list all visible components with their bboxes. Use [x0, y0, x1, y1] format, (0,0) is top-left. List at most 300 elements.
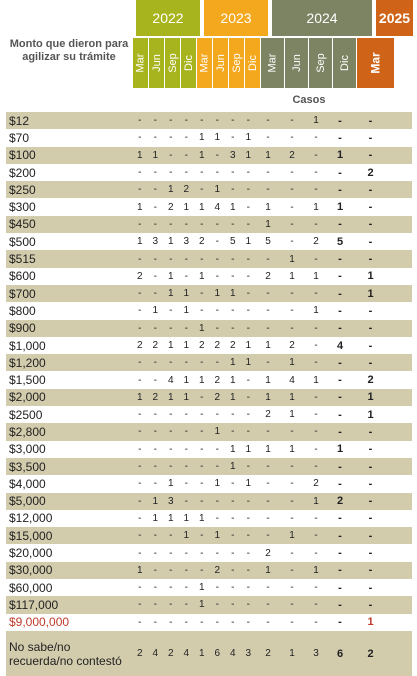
table-cell: 1: [183, 391, 190, 403]
table-cell: -: [138, 374, 142, 386]
table-cell: -: [314, 582, 318, 594]
table-cell: -: [138, 530, 142, 542]
table-cell: 1: [245, 149, 252, 161]
table-cell: -: [153, 184, 157, 196]
table-cell: 1: [198, 582, 205, 594]
table-cell: 2: [198, 236, 205, 248]
table-cell: -: [215, 357, 219, 369]
table-cell: -: [314, 512, 318, 524]
table-cell: -: [231, 270, 235, 282]
table-cell: -: [153, 409, 157, 421]
table-cell: 1: [198, 132, 205, 144]
table-cell: -: [169, 599, 173, 611]
table-cell: -: [246, 512, 250, 524]
table-cell: -: [138, 478, 142, 490]
table-cell: 2: [229, 340, 236, 351]
table-row: [6, 198, 412, 215]
table-cell: -: [138, 547, 142, 559]
table-cell: -: [153, 270, 157, 282]
table-cell: 3: [152, 236, 159, 248]
table-cell: 1: [136, 391, 143, 403]
table-cell: -: [368, 339, 373, 352]
table-cell: -: [246, 461, 250, 473]
table-cell: 2: [136, 270, 143, 282]
table-cell: -: [266, 582, 270, 594]
table-cell: -: [290, 599, 294, 611]
table-cell: -: [314, 616, 318, 628]
table-cell: -: [368, 581, 373, 594]
table-cell: -: [314, 322, 318, 334]
table-cell: -: [368, 512, 373, 525]
table-cell: -: [266, 132, 270, 144]
table-cell: -: [290, 322, 294, 334]
row-label: $12: [9, 113, 30, 128]
table-cell: 1: [214, 530, 221, 542]
table-cell: -: [246, 409, 250, 421]
table-cell: -: [153, 374, 157, 386]
table-cell: -: [169, 443, 173, 455]
table-cell: 1: [265, 564, 271, 576]
table-row: [6, 406, 412, 423]
table-cell: -: [368, 477, 373, 490]
row-label: $1,000: [9, 338, 46, 353]
table-cell: 1: [229, 288, 236, 300]
month-header-2025-mar: Mar: [357, 38, 394, 88]
table-cell: -: [184, 582, 188, 594]
table-cell: 4: [152, 648, 159, 660]
table-cell: -: [215, 270, 219, 282]
table-cell: 1: [167, 236, 174, 248]
table-row: [6, 112, 412, 129]
table-cell: -: [290, 426, 294, 438]
table-cell: 1: [183, 201, 190, 213]
table-cell: -: [368, 201, 373, 214]
table-cell: -: [138, 132, 142, 144]
table-row: [6, 458, 412, 475]
table-cell: 3: [313, 648, 319, 660]
table-cell: -: [246, 322, 250, 334]
table-cell: -: [246, 115, 250, 127]
table-row: [6, 562, 412, 579]
table-row: [6, 544, 412, 561]
table-cell: -: [184, 547, 188, 559]
table-cell: -: [314, 530, 318, 542]
table-cell: -: [246, 426, 250, 438]
table-cell: -: [368, 460, 373, 473]
table-cell: 1: [136, 201, 143, 213]
table-cell: -: [231, 547, 235, 559]
table-cell: 1: [152, 495, 159, 507]
table-cell: -: [338, 529, 342, 542]
month-header-row: [6, 38, 412, 88]
table-cell: -: [246, 253, 250, 265]
table-cell: 1: [136, 236, 143, 248]
table-cell: -: [246, 547, 250, 559]
table-cell: 1: [198, 512, 205, 524]
table-row: [6, 337, 412, 354]
header-spacer: [6, 0, 132, 36]
table-row: [6, 164, 412, 181]
table-cell: -: [290, 201, 294, 213]
row-label: $9,000,000: [9, 615, 70, 630]
table-cell: 1: [265, 201, 271, 213]
table-cell: -: [246, 201, 250, 213]
table-cell: -: [338, 131, 342, 144]
table-cell: -: [231, 253, 235, 265]
table-cell: 4: [229, 648, 236, 660]
table-row: [6, 181, 412, 198]
table-cell: -: [338, 391, 342, 404]
table-cell: -: [338, 616, 342, 629]
table-cell: -: [368, 114, 373, 127]
table-cell: 1: [336, 201, 344, 214]
table-cell: 1: [198, 648, 205, 660]
table-cell: -: [231, 409, 235, 421]
row-label: $2500: [9, 407, 43, 422]
table-cell: 1: [198, 374, 205, 386]
table-cell: 1: [183, 374, 190, 386]
table-cell: -: [314, 184, 318, 196]
table-cell: 2: [214, 340, 221, 351]
table-cell: 1: [136, 149, 143, 161]
table-cell: -: [138, 461, 142, 473]
month-header-2022-dic: Dic: [181, 38, 196, 88]
table-cell: -: [266, 305, 270, 317]
table-body: [6, 112, 412, 676]
month-header-2023-mar: Mar: [197, 38, 212, 88]
table-cell: -: [314, 149, 318, 161]
table-cell: -: [153, 599, 157, 611]
table-cell: -: [153, 357, 157, 369]
table-cell: -: [368, 304, 373, 317]
table-cell: -: [246, 167, 250, 179]
year-header-row: [6, 0, 412, 36]
month-header-2024-mar: Mar: [261, 38, 284, 88]
year-2023-header: 2023: [204, 0, 268, 36]
table-cell: -: [200, 305, 204, 317]
table-cell: -: [368, 218, 373, 231]
table-row: [6, 216, 412, 233]
table-cell: -: [314, 132, 318, 144]
table-cell: 1: [167, 288, 174, 300]
table-cell: 1: [167, 478, 174, 490]
table-cell: 1: [229, 391, 236, 403]
table-cell: -: [231, 564, 235, 576]
table-cell: -: [200, 495, 204, 507]
table-cell: -: [184, 357, 188, 369]
table-cell: -: [314, 426, 318, 438]
row-label: $12,000: [9, 511, 53, 526]
table-cell: -: [200, 409, 204, 421]
table-cell: 2: [313, 236, 319, 248]
table-cell: -: [138, 409, 142, 421]
table-cell: 1: [289, 530, 295, 542]
table-cell: 2: [152, 391, 159, 403]
bribe-amount-table: [6, 0, 412, 676]
table-cell: -: [231, 530, 235, 542]
table-cell: -: [153, 426, 157, 438]
table-cell: -: [184, 253, 188, 265]
table-title: Monto que dieron para agilizar su trámite: [9, 38, 129, 63]
table-cell: 1: [183, 530, 190, 542]
row-label: $500: [9, 234, 36, 249]
table-cell: 2: [265, 648, 271, 660]
table-cell: -: [169, 547, 173, 559]
table-cell: -: [138, 443, 142, 455]
table-cell: -: [215, 461, 219, 473]
month-header-2023-dic: Dic: [245, 38, 260, 88]
table-cell: 1: [367, 270, 374, 283]
table-cell: 1: [229, 374, 236, 386]
table-cell: -: [231, 495, 235, 507]
table-cell: 1: [198, 599, 205, 611]
table-cell: -: [368, 547, 373, 560]
table-cell: -: [314, 357, 318, 369]
table-row: [6, 510, 412, 527]
table-cell: -: [169, 132, 173, 144]
table-cell: -: [215, 322, 219, 334]
table-cell: -: [138, 426, 142, 438]
table-cell: -: [169, 305, 173, 317]
row-label: $4,000: [9, 476, 46, 491]
table-cell: -: [200, 184, 204, 196]
table-cell: 1: [183, 340, 190, 351]
table-cell: -: [266, 461, 270, 473]
table-cell: 2: [136, 340, 143, 351]
row-label: $20,000: [9, 546, 53, 561]
table-cell: -: [184, 149, 188, 161]
table-cell: -: [368, 529, 373, 542]
table-cell: -: [246, 218, 250, 230]
table-cell: 1: [289, 391, 295, 403]
table-cell: 1: [313, 495, 319, 507]
table-cell: -: [138, 495, 142, 507]
table-cell: -: [169, 253, 173, 265]
table-cell: -: [246, 599, 250, 611]
table-cell: -: [231, 582, 235, 594]
table-cell: -: [338, 374, 342, 387]
table-row: [6, 268, 412, 285]
row-label: $250: [9, 182, 36, 197]
table-cell: -: [338, 547, 342, 560]
row-label: $5,000: [9, 494, 46, 509]
table-row: [6, 320, 412, 337]
table-cell: -: [314, 167, 318, 179]
table-cell: -: [138, 582, 142, 594]
row-label: $300: [9, 200, 36, 215]
table-cell: 1: [265, 391, 271, 403]
row-label: $3,000: [9, 442, 46, 457]
table-cell: -: [215, 582, 219, 594]
table-cell: -: [200, 530, 204, 542]
table-cell: -: [368, 495, 373, 508]
table-row: [6, 285, 412, 302]
table-cell: -: [368, 322, 373, 335]
table-cell: -: [314, 409, 318, 421]
table-cell: -: [338, 287, 342, 300]
table-cell: 1: [313, 201, 319, 213]
table-cell: -: [338, 218, 342, 231]
table-cell: -: [138, 184, 142, 196]
table-cell: -: [266, 512, 270, 524]
table-cell: -: [169, 461, 173, 473]
table-cell: -: [138, 512, 142, 524]
table-cell: 1: [183, 512, 190, 524]
table-cell: -: [200, 357, 204, 369]
table-cell: -: [246, 374, 250, 386]
table-cell: -: [169, 115, 173, 127]
table-cell: 1: [245, 443, 252, 455]
table-cell: 1: [229, 461, 236, 473]
table-cell: 2: [265, 409, 271, 421]
table-cell: -: [266, 115, 270, 127]
table-cell: -: [246, 582, 250, 594]
table-cell: 6: [214, 648, 221, 660]
table-cell: -: [266, 426, 270, 438]
table-row: [6, 233, 412, 250]
table-cell: 1: [336, 149, 344, 162]
table-cell: -: [184, 218, 188, 230]
table-cell: 2: [167, 648, 174, 660]
row-label: $600: [9, 269, 36, 284]
table-cell: 3: [245, 648, 252, 660]
table-row: [6, 493, 412, 510]
row-label: $450: [9, 217, 36, 232]
table-cell: 2: [367, 374, 374, 387]
table-cell: -: [200, 564, 204, 576]
table-cell: -: [215, 547, 219, 559]
table-cell: -: [138, 288, 142, 300]
table-cell: -: [290, 461, 294, 473]
table-cell: 1: [198, 322, 205, 334]
table-cell: -: [200, 426, 204, 438]
table-cell: 1: [245, 357, 252, 369]
table-cell: -: [153, 201, 157, 213]
table-cell: -: [290, 305, 294, 317]
table-cell: -: [368, 235, 373, 248]
table-cell: -: [246, 184, 250, 196]
table-cell: -: [266, 357, 270, 369]
table-cell: -: [200, 288, 204, 300]
table-cell: -: [169, 357, 173, 369]
table-cell: -: [314, 288, 318, 300]
month-header-2024-dic: Dic: [333, 38, 356, 88]
table-cell: -: [314, 340, 318, 351]
row-label: $70: [9, 130, 30, 145]
table-cell: 1: [136, 564, 143, 576]
table-cell: -: [184, 478, 188, 490]
table-cell: -: [290, 478, 294, 490]
table-cell: -: [266, 478, 270, 490]
table-cell: -: [215, 218, 219, 230]
table-row: [6, 441, 412, 458]
table-cell: -: [169, 218, 173, 230]
table-cell: -: [368, 131, 373, 144]
table-cell: -: [153, 564, 157, 576]
table-cell: -: [231, 512, 235, 524]
table-cell: 1: [214, 288, 221, 300]
table-cell: 1: [265, 340, 271, 351]
table-cell: 3: [229, 149, 236, 161]
month-header-2023-sep: Sep: [229, 38, 244, 88]
table-row: [6, 129, 412, 146]
row-label: $15,000: [9, 528, 53, 543]
table-cell: -: [338, 304, 342, 317]
table-cell: 1: [167, 184, 174, 196]
table-cell: 4: [183, 648, 190, 660]
table-cell: -: [338, 598, 342, 611]
table-cell: -: [153, 253, 157, 265]
table-cell: 2: [313, 478, 319, 490]
row-label: $117,000: [9, 597, 59, 612]
table-cell: -: [184, 132, 188, 144]
table-cell: -: [266, 253, 270, 265]
table-cell: -: [153, 547, 157, 559]
table-cell: 1: [214, 184, 221, 196]
year-2025-header: 2025: [376, 0, 413, 36]
table-cell: 1: [229, 201, 236, 213]
table-row: [6, 354, 412, 371]
table-cell: -: [314, 547, 318, 559]
table-cell: -: [266, 184, 270, 196]
table-cell: 2: [289, 149, 295, 161]
table-cell: -: [266, 530, 270, 542]
table-cell: -: [338, 166, 342, 179]
table-cell: -: [290, 547, 294, 559]
table-cell: 2: [214, 374, 221, 386]
table-cell: 1: [289, 443, 295, 455]
table-cell: -: [231, 478, 235, 490]
table-cell: -: [231, 218, 235, 230]
table-cell: 1: [289, 357, 295, 369]
table-cell: -: [184, 322, 188, 334]
table-cell: 2: [367, 647, 374, 660]
table-cell: 2: [367, 166, 374, 179]
table-cell: -: [231, 305, 235, 317]
table-cell: -: [215, 409, 219, 421]
table-cell: 1: [367, 616, 374, 629]
table-cell: -: [368, 183, 373, 196]
table-cell: 1: [183, 305, 190, 317]
table-cell: -: [138, 616, 142, 628]
table-cell: -: [215, 253, 219, 265]
table-cell: -: [153, 461, 157, 473]
table-cell: -: [290, 582, 294, 594]
table-cell: -: [266, 288, 270, 300]
table-cell: -: [338, 425, 342, 438]
row-label: $60,000: [9, 580, 53, 595]
table-cell: -: [231, 426, 235, 438]
table-cell: -: [200, 461, 204, 473]
row-label: $1,200: [9, 355, 46, 370]
month-header-2024-sep: Sep: [309, 38, 332, 88]
table-cell: -: [138, 167, 142, 179]
table-cell: -: [169, 149, 173, 161]
table-cell: 1: [367, 408, 374, 421]
table-cell: -: [184, 167, 188, 179]
table-cell: -: [368, 598, 373, 611]
table-cell: -: [169, 426, 173, 438]
table-cell: -: [215, 305, 219, 317]
table-cell: 5: [265, 236, 271, 248]
table-cell: -: [184, 443, 188, 455]
table-cell: -: [290, 512, 294, 524]
table-cell: 2: [198, 340, 205, 351]
table-cell: 5: [229, 236, 236, 248]
table-cell: 1: [152, 305, 159, 317]
table-cell: 1: [152, 512, 159, 524]
table-cell: -: [153, 132, 157, 144]
